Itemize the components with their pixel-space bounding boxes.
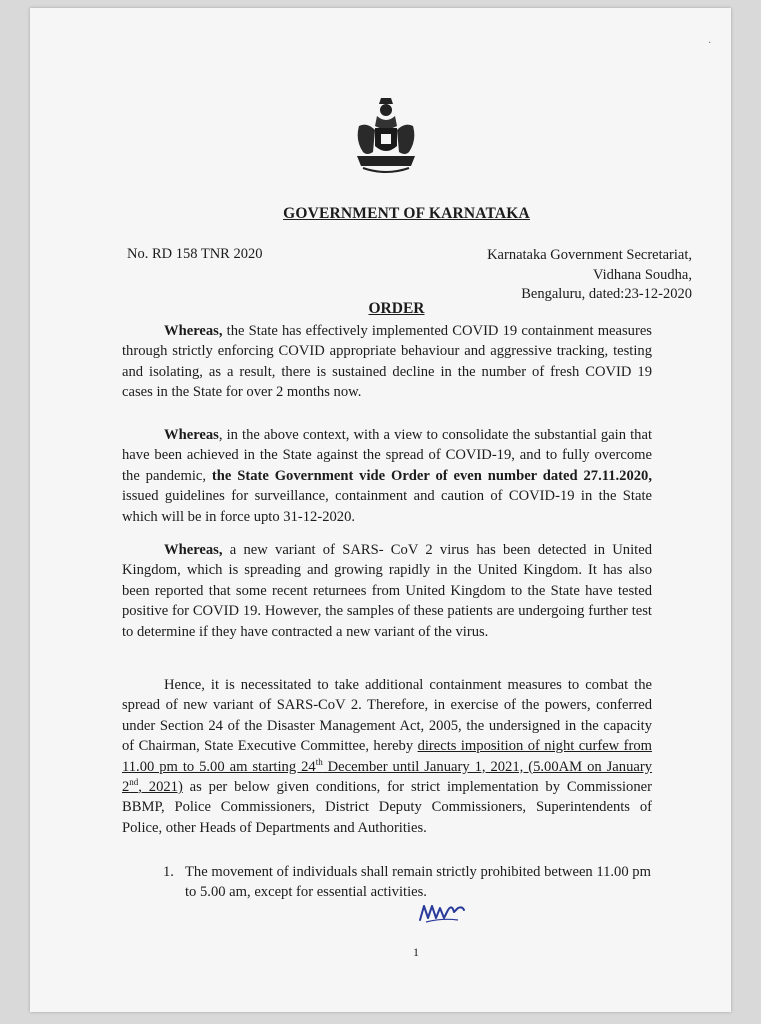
paragraph-text: a new variant of SARS- CoV 2 virus has been detected in United Kingdom, which is spreading and growing rapidly in the United Kingdom. It has also been reported that some recent returnees from United Kingdom to the State have tested positive for COVID 19. However, the samples of these patients are undergoing further test to determine if they have contracted a new variant of the virus. [122, 542, 652, 640]
paragraph-text: Hence, it is necessitated to take additional containment measures to combat the spread of new variant of SARS-CoV 2. Therefore, in exercise of the powers, conferred under Section 24 of the Disaster Management Act, 2005, the undersigned in the capacity of Chairman, State Executive Committee, hereby [122, 677, 652, 755]
paragraph-text: issued guidelines for surveillance, containment and caution of COVID-19 in the State which will be in force upto 31-12-2020. [122, 488, 652, 525]
paragraph-4 [122, 675, 652, 838]
paragraph-bold-text: the State Government vide Order of even number dated 27.11.2020, [211, 467, 652, 484]
order-number: No. RD 158 TNR 2020 [127, 246, 263, 262]
paragraph-lead: Whereas, [164, 323, 223, 339]
signature-icon [418, 900, 466, 926]
list-item-text: The movement of individuals shall remain strictly prohibited between 11.00 pm to 5.00 am, except for essential activities. [185, 864, 651, 901]
paragraph-lead: Whereas [164, 427, 219, 443]
state-emblem-icon [353, 96, 419, 176]
paragraph-1 [122, 321, 652, 403]
document-page [30, 8, 731, 1012]
paragraph-text: the State has effectively implemented COVID 19 containment measures through strictly enforcing COVID appropriate behaviour and aggressive tracking, testing and isolating, as a result, there is sustained decline in the number of fresh COVID 19 cases in the State for over 2 months now. [122, 323, 652, 401]
issuing-address [420, 246, 692, 305]
paragraph-text: , in the above context, with a view to consolidate the substantial gain that have been achieved in the State against the spread of COVID-19, and to fully overcome the pandemic, [122, 427, 652, 484]
paragraph-2 [122, 425, 652, 527]
paragraph-lead: Whereas, [164, 542, 223, 558]
list-item-number: 1. [163, 864, 174, 880]
corner-mark: · [708, 38, 712, 49]
address-line: Bengaluru, dated:23-12-2020 [521, 286, 692, 302]
address-line: Karnataka Government Secretariat, [487, 247, 692, 263]
order-heading: ORDER [368, 300, 425, 317]
curfew-directive: directs imposition of night curfew from 11.00 pm to 5.00 am starting 24th December until January 1, 2021, (5.00AM on January 2nd, 2021) [122, 738, 653, 796]
address-line: Vidhana Soudha, [592, 266, 692, 283]
paragraph-text: as per below given conditions, for strict implementation by Commissioner BBMP, Police Commissioners, District Deputy Commissioners, Superintendents of Police, other Heads of Departments and Authorities. [122, 779, 652, 836]
document-title: GOVERNMENT OF KARNATAKA [283, 205, 530, 222]
page-number: 1 [413, 945, 419, 959]
paragraph-3 [122, 540, 652, 642]
